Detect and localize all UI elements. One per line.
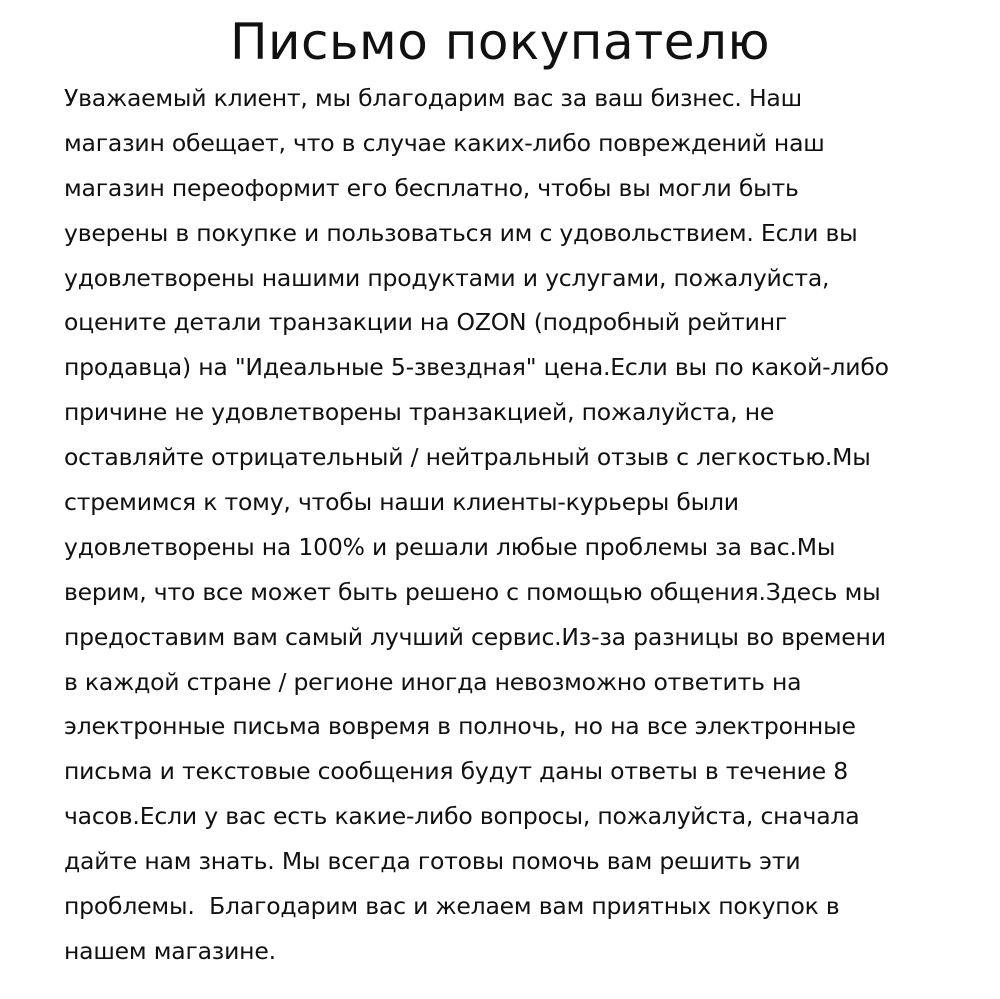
letter-line: уверены в покупке и пользоваться им с удовольствием. Если вы — [64, 218, 858, 247]
letter-line: проблемы. Благодарим вас и желаем вам приятных покупок в — [64, 892, 840, 921]
letter-line: Уважаемый клиент, мы благодарим вас за ваш бизнес. Наш — [64, 84, 802, 112]
letter-line: магазин обещает, что в случае каких-либо повреждений наш — [64, 128, 825, 157]
letter-body — [64, 76, 984, 974]
letter-line: часов.Если у вас есть какие-либо вопросы, пожалуйста, сначала — [64, 802, 860, 831]
letter-line: стремимся к тому, чтобы наши клиенты-курьеры были — [64, 488, 739, 517]
letter-title: Письмо покупателю — [229, 13, 771, 71]
letter-line: причине не удовлетворены транзакцией, пожалуйста, не — [64, 398, 775, 427]
letter-line: оцените детали транзакции на OZON (подробный рейтинг — [64, 308, 788, 337]
letter-line: удовлетворены нашими продуктами и услугами, пожалуйста, — [64, 263, 830, 292]
letter-line: электронные письма вовремя в полночь, но на все электронные — [64, 712, 856, 741]
letter-line: нашем магазине. — [64, 936, 276, 965]
letter-line: верим, что все может быть решено с помощью общения.Здесь мы — [64, 577, 881, 606]
letter-line: письма и текстовые сообщения будут даны ответы в течение 8 — [64, 757, 848, 786]
letter-line: дайте нам знать. Мы всегда готовы помочь вам решить эти — [64, 847, 801, 876]
letter-line: удовлетворены на 100% и решали любые проблемы за вас.Мы — [64, 532, 836, 561]
letter-line: в каждой стране / регионе иногда невозможно ответить на — [64, 667, 802, 696]
letter-line: предоставим вам самый лучший сервис.Из-за разницы во времени — [64, 622, 886, 651]
letter-line: магазин переоформит его бесплатно, чтобы вы могли быть — [64, 173, 799, 202]
letter-line: оставляйте отрицательный / нейтральный отзыв с легкостью.Мы — [64, 443, 871, 472]
letter-line: продавца) на "Идеальные 5-звездная" цена.Если вы по какой-либо — [64, 353, 889, 382]
